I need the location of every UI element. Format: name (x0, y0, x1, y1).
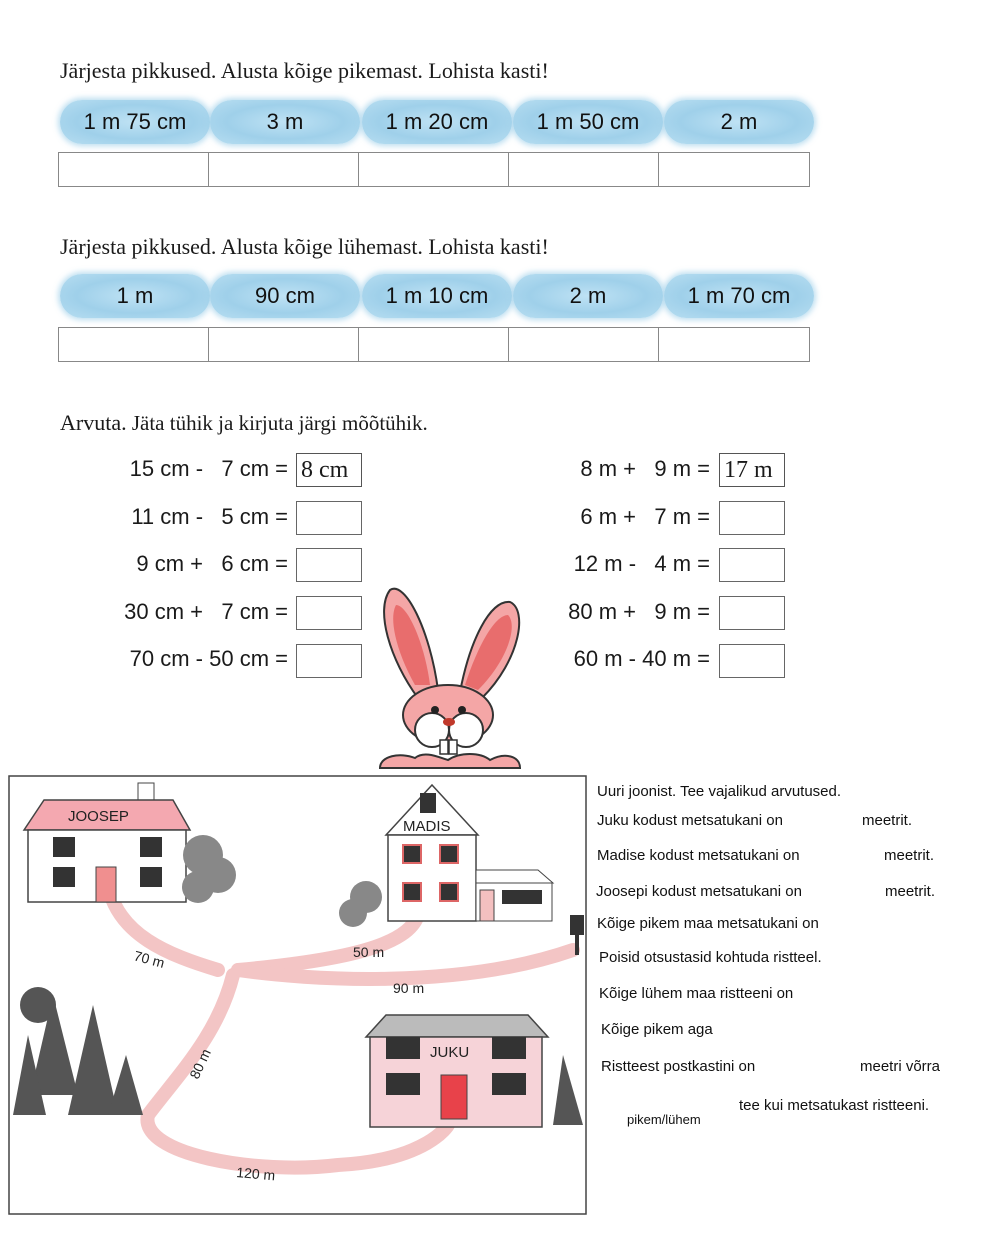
answer-field[interactable] (719, 644, 785, 678)
house-label-joosep: JOOSEP (68, 808, 129, 825)
answer-field[interactable] (296, 548, 362, 582)
distance-label: 90 m (393, 980, 425, 996)
task1-instruction: Järjesta pikkused. Alusta kõige pikemast. Lohista kasti! (60, 58, 549, 83)
equation-right: 6 m + 7 m = (580, 504, 710, 529)
question-intro: Uuri joonist. Tee vajalikud arvutused. (597, 783, 842, 800)
answer-field[interactable] (719, 548, 785, 582)
distance-label: 50 m (353, 944, 385, 960)
answer-field[interactable] (296, 501, 362, 535)
length-card[interactable]: 2 m (664, 100, 814, 144)
equation-left: 11 cm - 5 cm = (131, 504, 288, 529)
length-card[interactable]: 1 m 10 cm (362, 274, 512, 318)
answer-field[interactable] (719, 596, 785, 630)
answer-field[interactable]: 17 m (719, 453, 785, 487)
drop-slot[interactable] (659, 153, 809, 186)
equation-left: 70 cm - 50 cm = (129, 646, 288, 671)
question-7: Kõige pikem aga (601, 1021, 713, 1038)
task3-instruction-text: Jäta tühik ja kirjuta järgi mõõtühik. (126, 411, 428, 435)
question-3: Joosepi kodust metsatukani on (596, 883, 802, 900)
question-9-hint[interactable]: pikem/lühem (627, 1112, 701, 1127)
length-card[interactable]: 2 m (513, 274, 663, 318)
question-4: Kõige pikem maa metsatukani on (597, 915, 819, 932)
length-card[interactable]: 1 m 50 cm (513, 100, 663, 144)
question-3-unit: meetrit. (885, 883, 936, 900)
drop-slots-row-2 (58, 327, 810, 362)
question-8: Ristteest postkastini on (601, 1058, 756, 1075)
question-1: Juku kodust metsatukani on (597, 812, 783, 829)
question-1-unit: meetrit. (862, 812, 913, 829)
bunny-illustration (370, 580, 530, 780)
question-2-unit: meetrit. (884, 847, 935, 864)
joosep-house (24, 783, 190, 902)
drop-slot[interactable] (59, 153, 209, 186)
question-5: Poisid otsustasid kohtuda ristteel. (599, 949, 822, 966)
drop-slot[interactable] (659, 328, 809, 361)
equation-left: 9 cm + 6 cm = (136, 551, 288, 576)
question-8-unit: meetri võrra (860, 1058, 941, 1075)
question-6: Kõige lühem maa ristteeni on (599, 985, 794, 1002)
answer-field[interactable]: 8 cm (296, 453, 362, 487)
equation-right: 12 m - 4 m = (573, 551, 710, 576)
drop-slot[interactable] (359, 153, 509, 186)
equation-right: 80 m + 9 m = (568, 599, 710, 624)
equation-left: 30 cm + 7 cm = (124, 599, 288, 624)
task3-instruction-bold: Arvuta. (60, 410, 127, 435)
answer-field[interactable] (719, 501, 785, 535)
house-label-madis: MADIS (403, 818, 451, 835)
length-card[interactable]: 1 m 70 cm (664, 274, 814, 318)
task2-instruction: Järjesta pikkused. Alusta kõige lühemast. Lohista kasti! (60, 234, 549, 259)
drop-slot[interactable] (59, 328, 209, 361)
question-9: tee kui metsatukast ristteeni. (739, 1097, 930, 1114)
drop-slot[interactable] (209, 153, 359, 186)
answer-field[interactable] (296, 596, 362, 630)
task3-instruction (60, 410, 428, 436)
length-card[interactable]: 1 m 20 cm (362, 100, 512, 144)
length-card[interactable]: 1 m (60, 274, 210, 318)
equation-right: 8 m + 9 m = (580, 456, 710, 481)
village-map (8, 775, 588, 1217)
drop-slots-row-1 (58, 152, 810, 187)
juku-house (366, 1015, 548, 1127)
question-2: Madise kodust metsatukani on (597, 847, 800, 864)
distance-label: 70 m (132, 947, 167, 971)
drop-slot[interactable] (509, 153, 659, 186)
house-label-juku: JUKU (430, 1044, 470, 1061)
drop-slot[interactable] (509, 328, 659, 361)
equation-right: 60 m - 40 m = (573, 646, 710, 671)
distance-label: 80 m (186, 1046, 214, 1082)
length-card[interactable]: 90 cm (210, 274, 360, 318)
distance-label: 120 m (235, 1164, 276, 1184)
drop-slot[interactable] (359, 328, 509, 361)
length-card[interactable]: 3 m (210, 100, 360, 144)
drop-slot[interactable] (209, 328, 359, 361)
equation-left: 15 cm - 7 cm = (129, 456, 288, 481)
answer-field[interactable] (296, 644, 362, 678)
length-card[interactable]: 1 m 75 cm (60, 100, 210, 144)
